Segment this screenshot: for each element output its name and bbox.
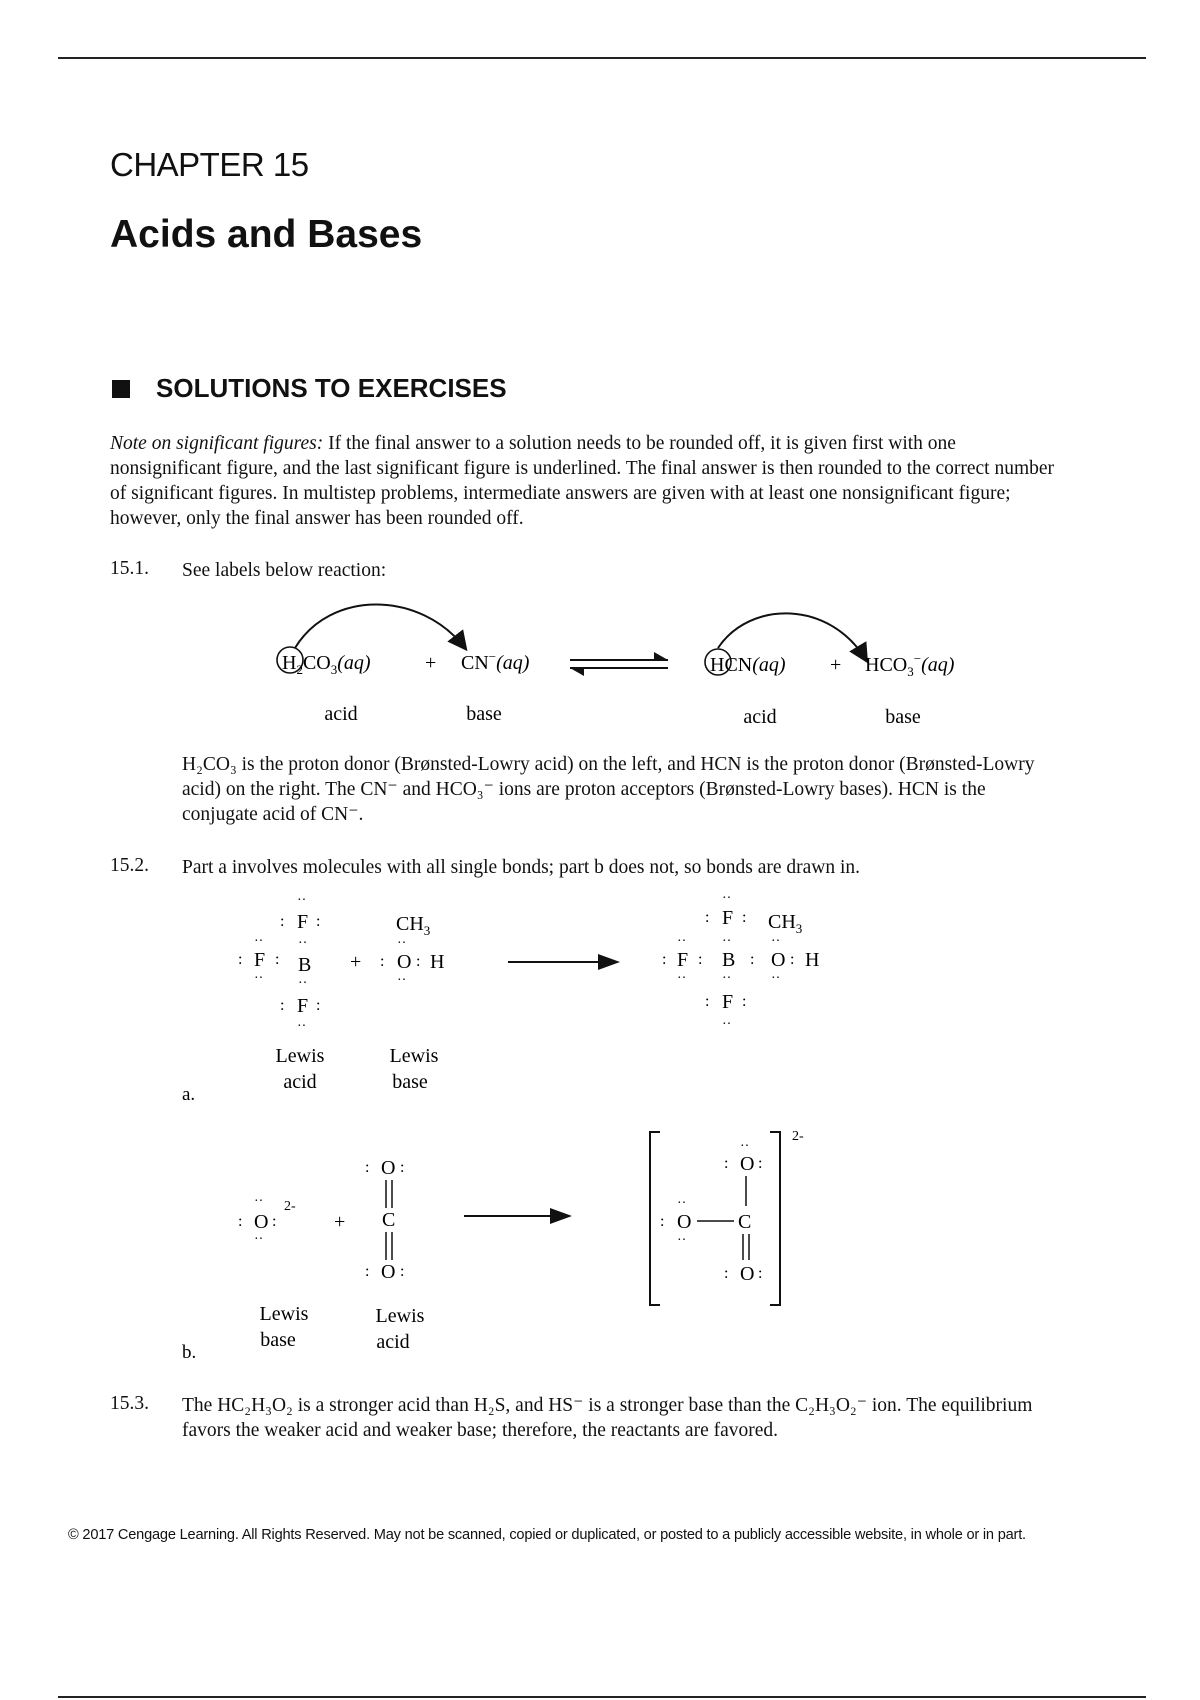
plus-a: +	[350, 951, 362, 973]
svg-text:O: O	[740, 1263, 755, 1285]
plus-1: +	[425, 652, 437, 674]
oxide-ion	[238, 1194, 296, 1247]
svg-text:··: ··	[297, 893, 307, 908]
svg-text::: :	[400, 1263, 405, 1280]
square-bullet-icon	[112, 380, 130, 398]
svg-text::: :	[705, 993, 710, 1010]
reactant-2: CN−(aq)	[461, 649, 530, 674]
adduct-product	[662, 891, 819, 1032]
part-b-letter: b.	[182, 1342, 197, 1363]
svg-text:O: O	[254, 1211, 269, 1233]
svg-text:··: ··	[677, 1196, 687, 1211]
note-text: If the final answer to a solution needs to be rounded off, it is given first with one nonsignificant figure, and the last significant figure is underlined. The final answer is then rounded to the correct number of significant figures. In multistep problems, intermediate answers are given with at least one nonsignificant figure; however, only the final answer has been rounded off.	[110, 433, 1055, 529]
part-a-label-1-line2: acid	[283, 1071, 317, 1093]
bf3-reactant	[238, 893, 320, 1034]
svg-text::: :	[790, 951, 795, 968]
label-base-left: base	[466, 703, 502, 725]
svg-text:··: ··	[254, 1194, 264, 1209]
svg-text::: :	[758, 1265, 763, 1282]
svg-text::: :	[724, 1155, 729, 1172]
part-a-label-2-line1: Lewis	[389, 1045, 439, 1067]
svg-text:F: F	[722, 907, 734, 929]
svg-text:··: ··	[254, 971, 264, 986]
svg-text:··: ··	[254, 1232, 264, 1247]
svg-text:O: O	[771, 949, 786, 971]
svg-text::: :	[662, 951, 667, 968]
svg-text::: :	[238, 951, 243, 968]
bottom-rule	[58, 1696, 1146, 1698]
exercise-number-15-2: 15.2.	[110, 855, 149, 876]
svg-text:··: ··	[297, 1019, 307, 1034]
svg-text:CH3: $CH_3$	[768, 911, 803, 936]
svg-text::: :	[280, 997, 285, 1014]
svg-text:O: O	[740, 1153, 755, 1175]
part-a-label-2-line2: base	[392, 1071, 428, 1093]
svg-text::: :	[758, 1155, 763, 1172]
svg-text:F: F	[297, 995, 309, 1017]
svg-text::: :	[698, 951, 703, 968]
chapter-title: Acids and Bases	[110, 213, 423, 256]
svg-text:2-: 2-	[284, 1199, 296, 1214]
svg-text:··: ··	[677, 934, 687, 949]
svg-text:O: O	[677, 1211, 692, 1233]
svg-text:··: ··	[740, 1139, 750, 1154]
svg-text::: :	[380, 953, 385, 970]
lewis-part-b-diagram	[0, 1120, 1200, 1365]
svg-text:··: ··	[722, 891, 732, 906]
plus-b: +	[334, 1211, 346, 1233]
svg-text:2-: 2-	[792, 1129, 804, 1144]
svg-text::: :	[316, 997, 321, 1014]
svg-text::: :	[416, 953, 421, 970]
svg-text:F: F	[677, 949, 689, 971]
svg-text:C: C	[738, 1211, 752, 1233]
svg-text:··: ··	[397, 936, 407, 951]
svg-text::: :	[365, 1159, 370, 1176]
svg-text:··: ··	[254, 934, 264, 949]
section-heading	[112, 373, 507, 404]
svg-text:··: ··	[771, 971, 781, 986]
svg-text:O: O	[381, 1261, 396, 1283]
chapter-label: CHAPTER 15	[110, 146, 309, 183]
proton-transfer-arrow-left	[295, 605, 465, 649]
copyright-footer: © 2017 Cengage Learning. All Rights Reserved. May not be scanned, copied or duplicated, or posted to a publicly accessible website, in whole or in part.	[68, 1527, 1026, 1543]
svg-text:B: B	[722, 949, 736, 971]
top-rule	[58, 57, 1146, 59]
label-base-right: base	[885, 706, 921, 728]
exercise-15-1-intro: See labels below reaction:	[182, 560, 387, 581]
reactant-1: $H_2CO_3(aq)$	[282, 652, 371, 677]
svg-text::: :	[705, 909, 710, 926]
plus-2: +	[830, 654, 842, 676]
svg-text:··: ··	[771, 934, 781, 949]
reaction-15-1-diagram	[0, 590, 1200, 740]
svg-text::: :	[316, 913, 321, 930]
svg-text::: :	[750, 951, 755, 968]
note-lead: Note on significant figures:	[110, 433, 324, 454]
exercise-15-1-explanation: H₂CO₃ is the proton donor (Brønsted-Lowry acid) on the left, and HCN is the proton donor (Brønsted-Lowry acid) on the right. The CN⁻ and HCO₃⁻ ions are proton acceptors (Brønsted-Lowry bases). HCN is the conjugate acid of CN⁻.	[182, 754, 1035, 825]
svg-text::: :	[275, 951, 280, 968]
svg-text:O: O	[381, 1157, 396, 1179]
svg-text:F: F	[722, 991, 734, 1013]
svg-text:C: C	[382, 1209, 396, 1231]
exercise-15-2-intro: Part a involves molecules with all single bonds; part b does not, so bonds are drawn in.	[182, 857, 861, 878]
svg-text:··: ··	[722, 971, 732, 986]
svg-text::: :	[238, 1213, 243, 1230]
svg-text:··: ··	[298, 936, 308, 951]
svg-text::: :	[272, 1213, 277, 1230]
methanol-reactant	[380, 913, 444, 988]
svg-text:F: F	[297, 911, 309, 933]
lewis-part-a-diagram	[0, 890, 1200, 1110]
section-heading-text: SOLUTIONS TO EXERCISES	[156, 373, 507, 403]
svg-text:H: H	[805, 949, 820, 971]
part-a-label-1-line1: Lewis	[275, 1045, 325, 1067]
exercise-15-3-text: The HC₂H₃O₂ is a stronger acid than H₂S, and HS⁻ is a stronger base than the C₂H₃O₂⁻ ion. The equilibrium favors the weaker acid and weaker base; therefore, the reactants are favored.	[182, 1395, 1033, 1441]
svg-text::: :	[724, 1265, 729, 1282]
exercise-number-15-3: 15.3.	[110, 1393, 149, 1414]
part-b-label-1-line1: Lewis	[259, 1303, 309, 1325]
svg-text:··: ··	[722, 934, 732, 949]
svg-text:··: ··	[677, 1233, 687, 1248]
svg-text::: :	[742, 993, 747, 1010]
product-1: HCN(aq)	[710, 654, 786, 676]
part-b-label-2-line1: Lewis	[375, 1305, 425, 1327]
svg-text:B: B	[298, 954, 312, 976]
carbon-dioxide	[365, 1157, 404, 1283]
label-acid-left: acid	[324, 703, 358, 725]
svg-text:F: F	[254, 949, 266, 971]
svg-text:··: ··	[677, 971, 687, 986]
svg-text::: :	[400, 1159, 405, 1176]
svg-text::: :	[742, 909, 747, 926]
proton-transfer-arrow-right	[718, 613, 866, 660]
part-a-letter: a.	[182, 1084, 196, 1105]
svg-text:··: ··	[298, 976, 308, 991]
svg-text:CH3: $CH_3$	[396, 913, 431, 938]
exercise-number-15-1: 15.1.	[110, 558, 149, 579]
svg-text::: :	[365, 1263, 370, 1280]
svg-text:H: H	[430, 951, 445, 973]
part-b-label-1-line2: base	[260, 1329, 296, 1351]
svg-text:··: ··	[397, 973, 407, 988]
svg-text:··: ··	[722, 1017, 732, 1032]
significant-figures-note	[110, 431, 1070, 531]
svg-text::: :	[280, 913, 285, 930]
svg-text::: :	[660, 1213, 665, 1230]
label-acid-right: acid	[743, 706, 777, 728]
part-b-label-2-line2: acid	[376, 1331, 410, 1353]
svg-text:O: O	[397, 951, 412, 973]
carbonate-product	[650, 1129, 804, 1305]
product-2: $HCO_3^-(aq)$	[865, 651, 955, 679]
